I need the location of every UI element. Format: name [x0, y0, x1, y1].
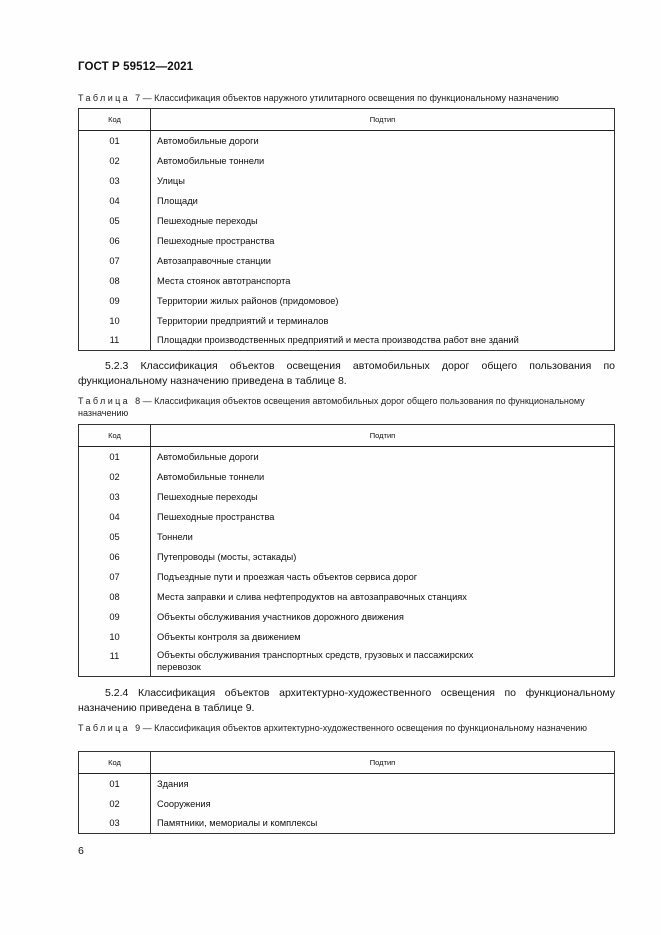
table8-caption	[78, 395, 615, 419]
table-row	[79, 794, 615, 814]
row-code: 11	[79, 647, 151, 677]
table9-caption-text: — Классификация объектов архитектурно-художественного освещения по функциональному назначению	[142, 723, 588, 733]
table-row	[79, 311, 615, 331]
table8-label: Таблица	[78, 396, 131, 406]
row-code: 04	[79, 507, 151, 527]
row-subtype: Автомобильные тоннели	[151, 151, 615, 171]
row-code: 02	[79, 467, 151, 487]
table-row	[79, 547, 615, 567]
row-subtype: Объекты обслуживания участников дорожного движения	[151, 607, 615, 627]
table7-label: Таблица	[78, 93, 131, 103]
table8-caption-text: — Классификация объектов освещения автомобильных дорог общего пользования по функциональному назначению	[78, 396, 585, 418]
row-subtype: Пешеходные пространства	[151, 231, 615, 251]
row-subtype: Сооружения	[151, 794, 615, 814]
row-code: 04	[79, 191, 151, 211]
row-subtype: Пешеходные переходы	[151, 487, 615, 507]
table-row	[79, 291, 615, 311]
row-code: 03	[79, 171, 151, 191]
row-subtype: Пешеходные пространства	[151, 507, 615, 527]
table-row	[79, 151, 615, 171]
table8-number: 8	[135, 396, 141, 406]
row-code: 06	[79, 231, 151, 251]
paragraph-5-2-4-text: 5.2.4 Классификация объектов архитектурно-художественного освещения по функциональному назначению приведена в таблице 9.	[78, 687, 615, 714]
table7-caption	[78, 92, 615, 104]
row-subtype: Автомобильные дороги	[151, 447, 615, 467]
row-code: 01	[79, 774, 151, 794]
table9	[78, 751, 615, 834]
table-row	[79, 627, 615, 647]
row-subtype: Территории предприятий и терминалов	[151, 311, 615, 331]
row-code: 08	[79, 271, 151, 291]
table-row	[79, 467, 615, 487]
table-row	[79, 447, 615, 467]
table-row	[79, 587, 615, 607]
table9-label: Таблица	[78, 723, 131, 733]
table-row	[79, 814, 615, 834]
page-number: 6	[78, 845, 84, 857]
row-code: 10	[79, 311, 151, 331]
paragraph-5-2-3	[78, 359, 615, 389]
table7-caption-text: — Классификация объектов наружного утилитарного освещения по функциональному назначению	[142, 93, 559, 103]
row-code: 09	[79, 291, 151, 311]
row-subtype: Автомобильные дороги	[151, 131, 615, 151]
row-code: 07	[79, 251, 151, 271]
document-header: ГОСТ Р 59512—2021	[78, 61, 194, 73]
table9-caption	[78, 722, 615, 734]
table-row	[79, 331, 615, 351]
table7-col-code: Код	[79, 109, 151, 131]
table8-col-code: Код	[79, 425, 151, 447]
row-code: 07	[79, 567, 151, 587]
row-code: 01	[79, 447, 151, 467]
row-code: 02	[79, 151, 151, 171]
table7	[78, 108, 615, 351]
row-code: 09	[79, 607, 151, 627]
row-code: 05	[79, 211, 151, 231]
table9-col-code: Код	[79, 752, 151, 774]
table-row	[79, 191, 615, 211]
table-row	[79, 607, 615, 627]
table-row	[79, 271, 615, 291]
row-subtype: Улицы	[151, 171, 615, 191]
paragraph-5-2-4	[78, 686, 615, 716]
row-code: 03	[79, 814, 151, 834]
table-row	[79, 231, 615, 251]
table9-col-subtype: Подтип	[151, 752, 615, 774]
table-row	[79, 251, 615, 271]
row-code: 11	[79, 331, 151, 351]
row-subtype: Площадки производственных предприятий и места производства работ вне зданий	[151, 331, 615, 351]
row-code: 03	[79, 487, 151, 507]
row-subtype: Тоннели	[151, 527, 615, 547]
paragraph-5-2-3-text: 5.2.3 Классификация объектов освещения автомобильных дорог общего пользования по функциональному назначению приведена в таблице 8.	[78, 360, 615, 387]
table8-col-subtype: Подтип	[151, 425, 615, 447]
row-code: 06	[79, 547, 151, 567]
row-subtype: Места заправки и слива нефтепродуктов на автозаправочных станциях	[151, 587, 615, 607]
table-row	[79, 567, 615, 587]
table-row	[79, 131, 615, 151]
row-subtype: Пешеходные переходы	[151, 211, 615, 231]
table7-number: 7	[135, 93, 141, 103]
row-subtype: Места стоянок автотранспорта	[151, 271, 615, 291]
row-code: 01	[79, 131, 151, 151]
table-row	[79, 171, 615, 191]
row-subtype: Территории жилых районов (придомовое)	[151, 291, 615, 311]
row-code: 02	[79, 794, 151, 814]
table-row	[79, 774, 615, 794]
row-subtype: Объекты контроля за движением	[151, 627, 615, 647]
row-subtype: Объекты обслуживания транспортных средств, грузовых и пассажирских перевозок	[151, 647, 615, 677]
row-subtype: Подъездные пути и проезжая часть объектов сервиса дорог	[151, 567, 615, 587]
table-row	[79, 647, 615, 677]
row-subtype: Путепроводы (мосты, эстакады)	[151, 547, 615, 567]
table-row	[79, 211, 615, 231]
row-code: 10	[79, 627, 151, 647]
row-subtype: Площади	[151, 191, 615, 211]
row-code: 05	[79, 527, 151, 547]
table8	[78, 424, 615, 677]
row-subtype: Автозаправочные станции	[151, 251, 615, 271]
row-subtype: Здания	[151, 774, 615, 794]
row-code: 08	[79, 587, 151, 607]
table9-number: 9	[135, 723, 141, 733]
table-row	[79, 507, 615, 527]
table-row	[79, 487, 615, 507]
table-row	[79, 527, 615, 547]
table7-col-subtype: Подтип	[151, 109, 615, 131]
row-subtype: Памятники, мемориалы и комплексы	[151, 814, 615, 834]
row-subtype: Автомобильные тоннели	[151, 467, 615, 487]
